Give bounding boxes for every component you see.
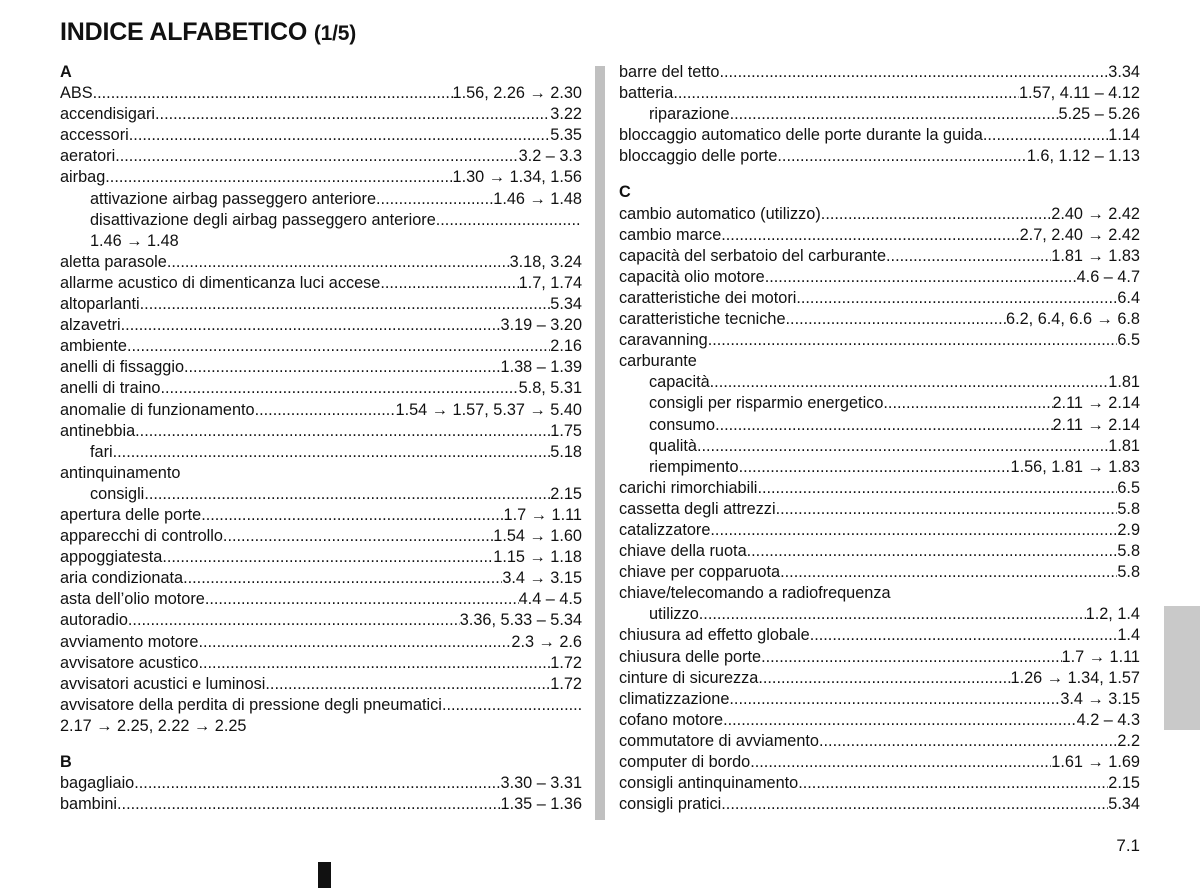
dot-leader: [105, 167, 452, 188]
entry-page-ref: 5.8, 5.31: [518, 379, 582, 398]
entry-term: aeratori: [60, 147, 116, 166]
entry-page-ref: 2.11 → 2.14: [1052, 394, 1140, 413]
entry-term: anelli di traino: [60, 379, 161, 398]
index-entry: [60, 547, 582, 568]
entry-page-ref: 5.8: [1117, 499, 1140, 518]
entry-term: anelli di fissaggio: [60, 358, 184, 377]
entry-page-ref: 1.56, 2.26 → 2.30: [452, 84, 582, 103]
entry-page-ref: 5.35: [550, 126, 582, 145]
section-letter: [60, 62, 582, 83]
entry-page-ref: 3.22: [550, 105, 582, 124]
entry-term: commutatore di avviamento: [619, 731, 819, 750]
entry-page-ref: 5.8: [1117, 563, 1140, 582]
entry-term: consigli pratici: [619, 795, 722, 814]
entry-term: chiusura ad effetto globale: [619, 626, 810, 645]
entry-page-ref: 6.4: [1117, 288, 1140, 307]
dot-leader: [721, 225, 1019, 246]
index-entry: [60, 421, 582, 442]
entry-term: cofano motore: [619, 710, 724, 729]
entry-term: computer di bordo: [619, 753, 751, 771]
index-entry: [60, 674, 582, 695]
column-divider: [595, 66, 605, 820]
entry-term: antinebbia: [60, 421, 136, 440]
dot-leader: [255, 400, 396, 421]
index-heading-entry: [619, 351, 1140, 372]
index-entry: [619, 225, 1140, 246]
section-letter: [60, 752, 582, 773]
entry-page-ref: 1.14: [1108, 126, 1140, 145]
entry-term: chiusura delle porte: [619, 647, 762, 666]
entry-term: ABS: [60, 84, 93, 103]
entry-term: cinture di sicurezza: [619, 668, 759, 687]
index-entry: [619, 668, 1140, 689]
index-entry: [60, 336, 582, 357]
entry-term: cambio automatico (utilizzo): [619, 204, 821, 223]
dot-leader: [198, 653, 550, 674]
index-subentry: [619, 457, 1140, 478]
dot-leader: [265, 674, 550, 695]
entry-term: asta dell’olio motore: [60, 590, 205, 609]
dot-leader: [128, 610, 460, 631]
dot-leader: [436, 210, 582, 231]
entry-term: utilizzo: [649, 605, 699, 624]
entry-term: autoradio: [60, 611, 128, 630]
dot-leader: [121, 315, 501, 336]
dot-leader: [127, 336, 550, 357]
dot-leader: [697, 436, 1108, 457]
entry-page-ref: 5.34: [550, 295, 582, 314]
entry-term: cassetta degli attrezzi: [619, 499, 776, 518]
entry-page-ref: 1.35 – 1.36: [500, 795, 582, 814]
entry-term: ambiente: [60, 337, 127, 356]
dot-leader: [129, 125, 551, 146]
entry-term: aria condizionata: [60, 569, 184, 588]
entry-term: bagagliaio: [60, 774, 135, 793]
dot-leader: [155, 104, 550, 125]
entry-page-ref: 2.3 → 2.6: [511, 632, 582, 651]
entry-term: 2.17 → 2.25, 2.22 → 2.25: [60, 716, 247, 735]
index-entry: [60, 167, 582, 188]
index-entry: [60, 294, 582, 315]
dot-leader: [886, 246, 1051, 267]
entry-term: catalizzatore: [619, 520, 711, 539]
entry-term: riparazione: [649, 105, 730, 124]
entry-page-ref: 1.46 → 1.48: [493, 189, 582, 208]
entry-term: consigli: [90, 484, 145, 503]
dot-leader: [719, 62, 1108, 83]
dot-leader: [710, 372, 1109, 393]
entry-term: capacità olio motore: [619, 267, 765, 286]
entry-term: bambini: [60, 795, 118, 814]
index-entry: [619, 710, 1140, 731]
entry-term: fari: [90, 442, 113, 461]
entry-page-ref: 1.56, 1.81 → 1.83: [1010, 457, 1140, 476]
entry-term: bloccaggio automatico delle porte durante la guida: [619, 126, 983, 145]
index-subentry: [60, 210, 582, 231]
dot-leader: [776, 499, 1118, 520]
dot-leader: [821, 204, 1051, 225]
dot-leader: [747, 541, 1118, 562]
index-heading-entry: [60, 463, 582, 484]
index-entry: [619, 125, 1140, 146]
entry-term: aletta parasole: [60, 252, 167, 271]
entry-term: A: [60, 63, 72, 81]
index-entry: [60, 505, 582, 526]
dot-leader: [757, 478, 1117, 499]
index-entry: [60, 273, 582, 294]
entry-page-ref: 6.2, 6.4, 6.6 → 6.8: [1006, 310, 1140, 329]
entry-term: antinquinamento: [60, 463, 181, 482]
index-entry: [619, 773, 1140, 794]
index-entry: [619, 794, 1140, 815]
index-entry: [619, 62, 1140, 83]
index-entry: [60, 526, 582, 547]
entry-page-ref: 1.2, 1.4: [1085, 605, 1140, 624]
entry-term: qualità: [649, 436, 697, 455]
entry-term: attivazione airbag passeggero anteriore: [90, 189, 377, 208]
entry-page-ref: 3.19 – 3.20: [500, 316, 582, 335]
entry-page-ref: 5.25 – 5.26: [1058, 105, 1140, 124]
section-spacer: [619, 167, 1140, 182]
index-entry: [60, 568, 582, 589]
dot-leader: [140, 294, 551, 315]
index-entry: [60, 794, 582, 815]
entry-term: caratteristiche dei motori: [619, 288, 797, 307]
index-entry: [619, 330, 1140, 351]
entry-term: consigli antinquinamento: [619, 774, 799, 793]
entry-term: chiave della ruota: [619, 542, 747, 561]
entry-term: batteria: [619, 84, 674, 103]
entry-page-ref: 3.36, 5.33 – 5.34: [459, 611, 582, 630]
dot-leader: [708, 330, 1118, 351]
page-number: 7.1: [1116, 836, 1140, 855]
index-entry: [60, 695, 582, 716]
index-entry: [619, 309, 1140, 330]
entry-term: avvisatore acustico: [60, 653, 199, 672]
entry-page-ref: 2.16: [550, 337, 582, 356]
dot-leader: [184, 357, 501, 378]
dot-leader: [750, 752, 1051, 773]
index-entry: [619, 83, 1140, 104]
entry-term: altoparlanti: [60, 295, 140, 314]
entry-page-ref: 1.38 – 1.39: [500, 358, 582, 377]
page-title: [60, 18, 356, 47]
entry-term: riempimento: [649, 457, 739, 476]
index-entry: [60, 146, 582, 167]
entry-term: caratteristiche tecniche: [619, 310, 786, 329]
index-entry: [619, 752, 1140, 773]
index-column-left: [60, 62, 582, 815]
entry-term: bloccaggio delle porte: [619, 147, 778, 166]
index-entry: [60, 773, 582, 794]
entry-page-ref: 1.75: [550, 421, 582, 440]
entry-page-ref: 1.72: [550, 653, 582, 672]
entry-page-ref: 1.7 → 1.11: [1061, 647, 1140, 666]
entry-page-ref: 1.26 → 1.34, 1.57: [1010, 668, 1140, 687]
index-subentry: [619, 436, 1140, 457]
entry-page-ref: 5.34: [1108, 795, 1140, 814]
index-entry: [60, 653, 582, 674]
entry-term: avvisatore della perdita di pressione degli pneumatici: [60, 695, 442, 714]
index-entry: [60, 104, 582, 125]
index-entry: [60, 632, 582, 653]
index-entry: [619, 731, 1140, 752]
index-subentry: [619, 393, 1140, 414]
index-subentry: [60, 189, 582, 210]
entry-page-ref: 2.15: [1108, 774, 1140, 793]
index-entry: [619, 204, 1140, 225]
page-title-part: (1/5): [313, 22, 357, 45]
dot-leader: [786, 309, 1007, 330]
entry-page-ref: 1.57, 4.11 – 4.12: [1018, 84, 1140, 103]
entry-term: capacità del serbatoio del carburante: [619, 246, 887, 265]
dot-leader: [144, 484, 550, 505]
index-entry: [619, 246, 1140, 267]
entry-page-ref: 3.30 – 3.31: [500, 774, 582, 793]
entry-page-ref: 3.34: [1108, 63, 1140, 81]
index-entry: [60, 315, 582, 336]
entry-page-ref: 1.4: [1117, 626, 1140, 645]
dot-leader: [810, 625, 1118, 646]
dot-leader: [765, 267, 1077, 288]
entry-page-ref: 1.6, 1.12 – 1.13: [1026, 147, 1140, 166]
entry-page-ref: 5.8: [1117, 542, 1140, 561]
dot-leader: [93, 83, 453, 104]
entry-page-ref: 1.54 → 1.57, 5.37 → 5.40: [395, 400, 582, 419]
entry-page-ref: 3.2 – 3.3: [518, 147, 582, 166]
dot-leader: [699, 604, 1086, 625]
index-entry: [60, 125, 582, 146]
index-entry: [60, 589, 582, 610]
entry-term: 1.46 → 1.48: [90, 231, 179, 250]
entry-term: airbag: [60, 168, 106, 187]
index-entry: [619, 478, 1140, 499]
dot-leader: [167, 252, 510, 273]
entry-page-ref: 3.4 → 3.15: [502, 569, 582, 588]
dot-leader: [777, 146, 1026, 167]
chapter-tab-marker: [1164, 606, 1200, 730]
entry-page-ref: 1.72: [550, 674, 582, 693]
index-entry: [60, 400, 582, 421]
index-heading-entry: [619, 583, 1140, 604]
entry-page-ref: 2.11 → 2.14: [1052, 415, 1140, 434]
entry-page-ref: 5.18: [550, 442, 582, 461]
index-entry: [619, 689, 1140, 710]
dot-leader: [798, 773, 1108, 794]
index-subentry: [60, 442, 582, 463]
entry-term: cambio marce: [619, 225, 722, 244]
dot-leader: [380, 273, 518, 294]
entry-term: apertura delle porte: [60, 505, 202, 524]
entry-page-ref: 6.5: [1117, 478, 1140, 497]
entry-page-ref: 2.9: [1117, 520, 1140, 539]
dot-leader: [117, 794, 500, 815]
entry-term: apparecchi di controllo: [60, 527, 223, 546]
entry-term: avvisatori acustici e luminosi: [60, 674, 266, 693]
entry-page-ref: 1.61 → 1.69: [1051, 753, 1140, 771]
dot-leader: [113, 442, 551, 463]
entry-term: carburante: [619, 352, 697, 371]
index-entry: [619, 625, 1140, 646]
dot-leader: [183, 568, 502, 589]
index-column-right: [619, 62, 1140, 815]
entry-term: chiave/telecomando a radiofrequenza: [619, 584, 891, 603]
entry-term: caravanning: [619, 331, 708, 350]
entry-term: disattivazione degli airbag passeggero anteriore: [90, 210, 436, 229]
dot-leader: [758, 668, 1010, 689]
entry-page-ref: 4.2 – 4.3: [1076, 710, 1140, 729]
page-title-main: INDICE ALFABETICO: [60, 18, 308, 46]
index-entry: [619, 499, 1140, 520]
entry-page-ref: 1.15 → 1.18: [493, 548, 582, 567]
dot-leader: [135, 421, 550, 442]
entry-term: avviamento motore: [60, 632, 199, 651]
index-subentry: [60, 484, 582, 505]
entry-term: B: [60, 753, 72, 771]
section-spacer: [60, 737, 582, 752]
dot-leader: [983, 125, 1108, 146]
dot-leader: [162, 547, 493, 568]
dot-leader: [780, 562, 1117, 583]
crop-mark: [318, 862, 331, 888]
entry-term: chiave per copparuota: [619, 563, 781, 582]
entry-page-ref: 1.7 → 1.11: [503, 505, 582, 524]
index-entry-continuation: [60, 231, 582, 252]
dot-leader: [376, 189, 493, 210]
dot-leader: [715, 415, 1052, 436]
index-entry: [60, 357, 582, 378]
entry-term: appoggiatesta: [60, 548, 163, 567]
index-entry: [619, 520, 1140, 541]
dot-leader: [721, 794, 1108, 815]
dot-leader: [442, 695, 582, 716]
dot-leader: [205, 589, 519, 610]
dot-leader: [160, 378, 518, 399]
index-subentry: [619, 372, 1140, 393]
entry-term: accendisigari: [60, 105, 156, 124]
dot-leader: [134, 773, 500, 794]
entry-term: consumo: [649, 415, 716, 434]
entry-term: climatizzazione: [619, 689, 730, 708]
dot-leader: [223, 526, 493, 547]
index-entry: [619, 541, 1140, 562]
entry-term: barre del tetto: [619, 63, 720, 81]
entry-term: carichi rimorchiabili: [619, 478, 758, 497]
dot-leader: [673, 83, 1019, 104]
entry-page-ref: 1.81 → 1.83: [1051, 246, 1140, 265]
dot-leader: [730, 104, 1059, 125]
index-entry: [619, 288, 1140, 309]
entry-page-ref: 2.2: [1117, 731, 1140, 750]
entry-page-ref: 2.7, 2.40 → 2.42: [1019, 225, 1140, 244]
index-entry: [60, 610, 582, 631]
entry-page-ref: 6.5: [1117, 331, 1140, 350]
entry-page-ref: 1.30 → 1.34, 1.56: [452, 168, 582, 187]
entry-term: allarme acustico di dimenticanza luci accese: [60, 273, 381, 292]
index-entry: [619, 267, 1140, 288]
dot-leader: [819, 731, 1117, 752]
dot-leader: [198, 632, 511, 653]
dot-leader: [796, 288, 1117, 309]
index-entry: [619, 647, 1140, 668]
index-entry: [60, 83, 582, 104]
index-subentry: [619, 104, 1140, 125]
dot-leader: [201, 505, 503, 526]
entry-page-ref: 3.18, 3.24: [509, 252, 582, 271]
entry-page-ref: 2.40 → 2.42: [1051, 204, 1140, 223]
entry-page-ref: 4.4 – 4.5: [518, 590, 582, 609]
index-entry: [619, 146, 1140, 167]
entry-term: anomalie di funzionamento: [60, 400, 255, 419]
dot-leader: [739, 457, 1011, 478]
entry-term: capacità: [649, 373, 710, 392]
index-heading-entry: [60, 716, 582, 737]
dot-leader: [761, 647, 1061, 668]
dot-leader: [729, 689, 1060, 710]
entry-term: accessori: [60, 126, 129, 145]
entry-page-ref: 1.7, 1.74: [518, 273, 582, 292]
section-letter: [619, 182, 1140, 203]
entry-page-ref: 1.81: [1108, 436, 1140, 455]
dot-leader: [115, 146, 518, 167]
entry-term: consigli per risparmio energetico: [649, 394, 884, 413]
entry-page-ref: 4.6 – 4.7: [1076, 267, 1140, 286]
index-entry: [619, 562, 1140, 583]
entry-page-ref: 3.4 → 3.15: [1060, 689, 1140, 708]
index-subentry: [619, 604, 1140, 625]
entry-term: C: [619, 183, 631, 202]
entry-page-ref: 1.54 → 1.60: [493, 527, 582, 546]
index-entry: [60, 252, 582, 273]
entry-page-ref: 2.15: [550, 484, 582, 503]
dot-leader: [883, 393, 1052, 414]
index-subentry: [619, 415, 1140, 436]
dot-leader: [710, 520, 1117, 541]
dot-leader: [723, 710, 1077, 731]
entry-page-ref: 1.81: [1108, 373, 1140, 392]
entry-term: alzavetri: [60, 316, 121, 335]
index-entry: [60, 378, 582, 399]
